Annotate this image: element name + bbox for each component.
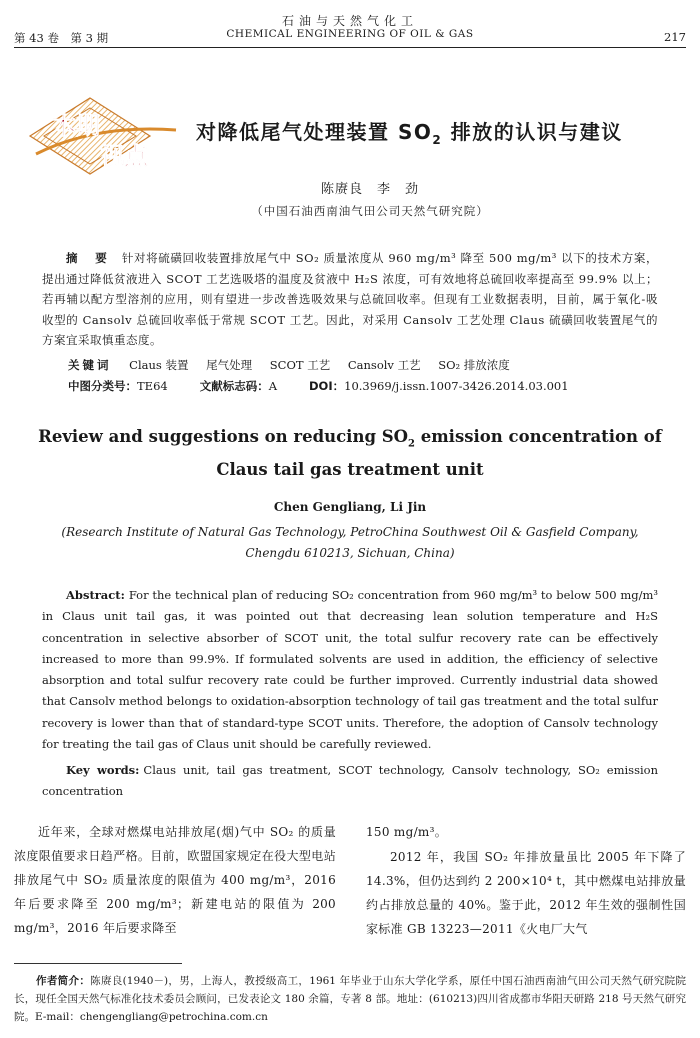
affiliation-en-line1: (Research Institute of Natural Gas Technology, PetroChina Southwest Oil & Gasfield Company,: [61, 525, 639, 539]
title-cn-tail: 排放的认识与建议: [442, 120, 623, 144]
footnote-rule: [14, 963, 182, 964]
abstract-cn-text: 针对将硫磺回收装置排放尾气中 SO₂ 质量浓度从 960 mg/m³ 降至 500 mg/m³ 以下的技术方案，提出通过降低贫液进入 SCOT 工艺选吸塔的温度及贫液中 H₂S 浓度，可有效地将总硫回收率提高至 99.9% 以上；若再辅以配方型溶剂的应用，则有望进一步改善选吸效果与总硫回收率。但现有工业数据表明，目前，属于氧化-吸收型的 Cansolv 总硫回收率低于常规 SCOT 工艺。因此，对采用 Cansolv 工艺处理 Claus 硫磺回收装置尾气的方案宜采取慎重态度。: [42, 251, 658, 347]
clc-value: TE64: [137, 379, 168, 393]
affiliation-cn: （中国石油西南油气田公司天然气研究院）: [251, 204, 489, 218]
title-cn-main: 对降低尾气处理装置 SO: [196, 120, 433, 144]
journal-title-cn: 石油与天然气化工: [281, 14, 418, 28]
abstract-cn-label: 摘 要: [66, 251, 110, 265]
abstract-cn: [42, 248, 658, 351]
doi-value: 10.3969/j.issn.1007-3426.2014.03.001: [344, 379, 569, 393]
keyword-cn-item: Claus 装置: [129, 358, 189, 372]
title-en-line1a: Review and suggestions on reducing SO: [38, 427, 409, 446]
abstract-en: [42, 585, 658, 755]
title-cn-sub: 2: [432, 133, 443, 147]
keyword-cn-item: SO₂ 排放浓度: [438, 358, 510, 372]
keywords-cn-label: 关键词: [68, 358, 112, 372]
title-en-line1b: emission concentration of: [414, 427, 662, 446]
footnote-text: 陈赓良(1940－)，男，上海人，教授级高工，1961 年毕业于山东大学化学系，原任中国石油西南油气田公司天然气研究院院长，现任全国天然气标准化技术委员会顾问，已发表论文 180 余篇，专著 8 部。地址：(610213)四川省成都市华阳天研路 218 号天然气研究院。E-mail：chengengliang@petrochina.com.cn: [14, 975, 686, 1023]
column-badge-icon: [26, 94, 186, 178]
doc-code-label: 文献标志码：: [199, 379, 269, 393]
volume-issue: 第 43 卷 第 3 期: [14, 31, 109, 45]
keyword-cn-item: Cansolv 工艺: [347, 358, 421, 372]
clc-label: 中图分类号：: [68, 379, 137, 393]
article-title-en: [0, 424, 700, 483]
title-en-sub: 2: [408, 438, 415, 450]
title-en-line2: Claus tail gas treatment unit: [216, 460, 484, 480]
authors-en: Chen Gengliang, Li Jin: [273, 500, 427, 514]
page-number: 217: [664, 30, 686, 44]
keywords-en: [42, 760, 658, 802]
author-footnote: [14, 972, 686, 1026]
affiliation-en: [0, 522, 700, 564]
abstract-en-text: For the technical plan of reducing SO₂ concentration from 960 mg/m³ to below 500 mg/m³ in Claus unit tail gas, it was pointed out that decreasing lean solution temperature and H₂S concentration in selective absorber of SCOT unit, the total sulfur recovery rate can be effectively increased to more than 99.9%. If formulated solvents are used in addition, the efficiency of selective absorption and total sulfur recovery rate could be further improved. Currently industrial data showed that Cansolv method belongs to oxidation-absorption technology of tail gas treatment and the total sulfur recovery is lower than that of standard-type SCOT units. Therefore, the adoption of Cansolv technology for treating the tail gas of Claus unit should be carefully reviewed.: [42, 588, 658, 752]
journal-title-en: CHEMICAL ENGINEERING OF OIL & GAS: [226, 28, 474, 40]
body-column-right-paragraph: 2012 年，我国 SO₂ 年排放量虽比 2005 年下降了 14.3%，但仍达到约 2 200×10⁴ t，其中燃煤电站排放量约占排放总量的 40%。鉴于此，2012 年生效的强制性国家标准 GB 13223—2011《火电厂大气: [366, 850, 686, 936]
abstract-en-label: Abstract:: [66, 588, 125, 602]
body-column-left: 近年来，全球对燃煤电站排放尾(烟)气中 SO₂ 的质量浓度限值要求日趋严格。目前，欧盟国家规定在役大型电站排放尾气中 SO₂ 质量浓度的限值为 400 mg/m³，2016 年后要求降至 200 mg/m³；新建电站的限值为 200 mg/m³，2016 年后要求降至: [14, 825, 336, 935]
keywords-cn: [68, 357, 510, 373]
body-column-right-continued: 150 mg/m³。: [366, 825, 448, 839]
article-title-cn: [196, 116, 623, 147]
badge-text-line1: 本期: [52, 112, 100, 140]
doc-code-value: A: [268, 379, 278, 393]
doi-label: DOI：: [309, 379, 345, 393]
authors-cn: 陈赓良 李 劲: [320, 182, 419, 197]
affiliation-en-line2: Chengdu 610213, Sichuan, China): [245, 546, 455, 560]
badge-text-line2: 视点: [100, 142, 148, 170]
classification-row: [68, 378, 569, 394]
keywords-en-label: Key words:: [66, 763, 140, 777]
keyword-cn-item: 尾气处理: [206, 358, 253, 372]
header-rule: [14, 47, 686, 48]
keywords-en-text: Claus unit, tail gas treatment, SCOT technology, Cansolv technology, SO₂ emission concentration: [42, 763, 658, 798]
footnote-label: 作者简介：: [36, 975, 91, 987]
keyword-cn-item: SCOT 工艺: [269, 358, 331, 372]
